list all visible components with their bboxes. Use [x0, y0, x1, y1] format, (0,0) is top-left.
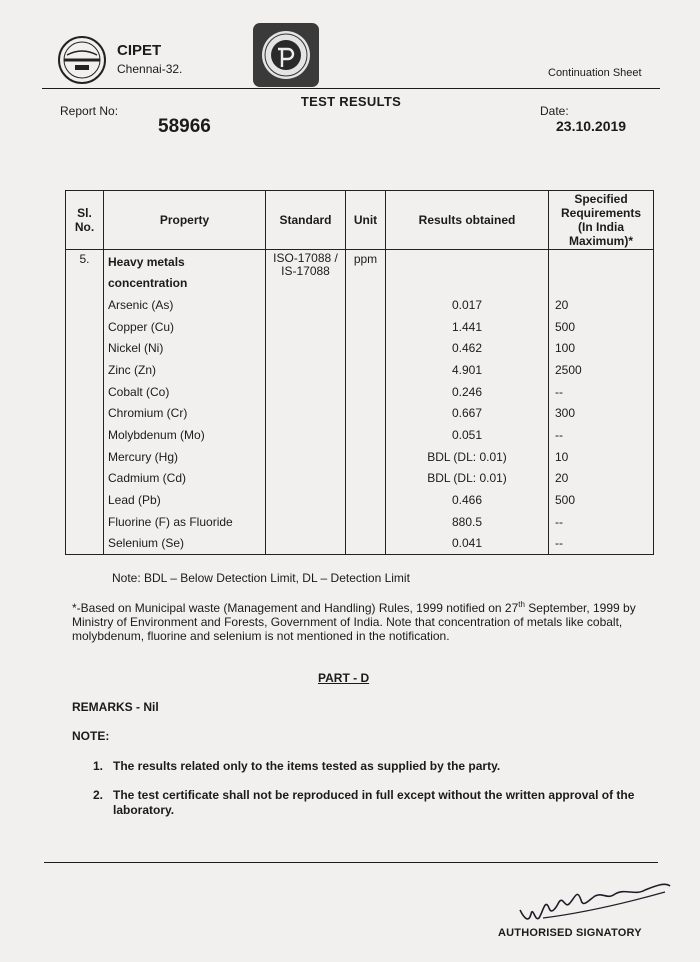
row-sl-empty — [66, 381, 104, 403]
row-sl-empty — [66, 402, 104, 424]
footnote-sup: th — [518, 600, 525, 609]
bdl-note: Note: BDL – Below Detection Limit, DL – Detection Limit — [112, 571, 410, 585]
row-sl-empty — [66, 337, 104, 359]
row-unit-empty — [346, 381, 386, 403]
table-row — [66, 468, 654, 490]
footer-divider — [44, 862, 658, 863]
row-standard-empty — [266, 359, 346, 381]
signature-icon — [515, 878, 675, 930]
row-standard-empty — [266, 489, 346, 511]
row-standard-empty — [266, 533, 346, 555]
row-result: 0.462 — [386, 337, 549, 359]
note-heading: NOTE: — [72, 729, 110, 743]
group-unit: ppm — [346, 250, 386, 295]
row-unit-empty — [346, 511, 386, 533]
table-row — [66, 489, 654, 511]
row-unit-empty — [346, 316, 386, 338]
row-property: Arsenic (As) — [104, 294, 266, 316]
row-property: Mercury (Hg) — [104, 446, 266, 468]
seal-stamp-icon — [252, 22, 320, 88]
row-spec: 10 — [549, 446, 654, 468]
row-spec: 500 — [549, 316, 654, 338]
row-sl-empty — [66, 468, 104, 490]
table-row — [66, 316, 654, 338]
table-row — [66, 337, 654, 359]
row-sl-empty — [66, 533, 104, 555]
row-sl-empty — [66, 424, 104, 446]
row-unit-empty — [346, 402, 386, 424]
row-standard-empty — [266, 316, 346, 338]
results-table — [65, 190, 654, 555]
row-property: Copper (Cu) — [104, 316, 266, 338]
row-result: 0.667 — [386, 402, 549, 424]
row-unit-empty — [346, 533, 386, 555]
col-header-standard: Standard — [266, 191, 346, 250]
remarks: REMARKS - Nil — [72, 700, 159, 714]
table-row — [66, 381, 654, 403]
row-standard-empty — [266, 446, 346, 468]
group-standard: ISO-17088 / IS-17088 — [266, 250, 346, 295]
row-spec: -- — [549, 381, 654, 403]
row-spec: 2500 — [549, 359, 654, 381]
row-sl-empty — [66, 511, 104, 533]
footnote-part-b: September, 1999 by Ministry of Environment and Forests, Government of India. Note that concentration of metals like cobalt, molybdenum, fluorine and selenium is not mentioned in the notification. — [72, 601, 636, 643]
note-item-text: The test certificate shall not be reproduced in full except without the written approval of the laboratory. — [113, 788, 635, 817]
table-row — [66, 511, 654, 533]
col-header-property: Property — [104, 191, 266, 250]
authorised-signatory-label: AUTHORISED SIGNATORY — [498, 927, 642, 939]
row-property: Lead (Pb) — [104, 489, 266, 511]
row-unit-empty — [346, 446, 386, 468]
row-standard-empty — [266, 468, 346, 490]
table-row — [66, 424, 654, 446]
row-result: 880.5 — [386, 511, 549, 533]
row-unit-empty — [346, 468, 386, 490]
row-result: BDL (DL: 0.01) — [386, 468, 549, 490]
page-title: TEST RESULTS — [300, 94, 402, 109]
row-result: 0.017 — [386, 294, 549, 316]
row-property: Selenium (Se) — [104, 533, 266, 555]
footnote — [72, 598, 662, 643]
report-no-label: Report No: — [60, 104, 119, 118]
report-number: 58966 — [158, 116, 211, 137]
row-spec: -- — [549, 533, 654, 555]
row-property: Nickel (Ni) — [104, 337, 266, 359]
row-spec: 20 — [549, 468, 654, 490]
row-unit-empty — [346, 424, 386, 446]
header-divider — [42, 88, 660, 89]
row-standard-empty — [266, 337, 346, 359]
row-sl-empty — [66, 446, 104, 468]
row-property: Cadmium (Cd) — [104, 468, 266, 490]
group-spec-empty — [549, 250, 654, 295]
note-item-number: 1. — [93, 759, 104, 773]
row-standard-empty — [266, 294, 346, 316]
row-result: 1.441 — [386, 316, 549, 338]
row-spec: 500 — [549, 489, 654, 511]
row-standard-empty — [266, 424, 346, 446]
org-name: CIPET — [117, 42, 162, 59]
table-group-row — [66, 250, 654, 295]
col-header-unit: Unit — [346, 191, 386, 250]
row-unit-empty — [346, 294, 386, 316]
report-date: 23.10.2019 — [556, 118, 627, 134]
row-sl-empty — [66, 316, 104, 338]
part-heading: PART - D — [318, 671, 370, 685]
row-property: Cobalt (Co) — [104, 381, 266, 403]
org-city: Chennai-32. — [117, 62, 183, 76]
row-unit-empty — [346, 359, 386, 381]
col-header-sl: Sl. No. — [66, 191, 104, 250]
row-standard-empty — [266, 381, 346, 403]
group-sl: 5. — [66, 250, 104, 295]
table-header-row — [66, 191, 654, 250]
row-result: 0.246 — [386, 381, 549, 403]
row-spec: 100 — [549, 337, 654, 359]
row-result: 0.051 — [386, 424, 549, 446]
table-row — [66, 294, 654, 316]
continuation-sheet-label: Continuation Sheet — [548, 67, 642, 79]
table-row — [66, 533, 654, 555]
col-header-results: Results obtained — [386, 191, 549, 250]
table-row — [66, 402, 654, 424]
row-result: 4.901 — [386, 359, 549, 381]
group-results-empty — [386, 250, 549, 295]
note-item — [93, 759, 653, 774]
row-standard-empty — [266, 402, 346, 424]
row-property: Fluorine (F) as Fluoride — [104, 511, 266, 533]
group-property: Heavy metals concentration — [104, 250, 266, 295]
row-property: Molybdenum (Mo) — [104, 424, 266, 446]
table-row — [66, 359, 654, 381]
footnote-part-a: *-Based on Municipal waste (Management and Handling) Rules, 1999 notified on 27 — [72, 601, 519, 615]
row-spec: -- — [549, 424, 654, 446]
row-property: Chromium (Cr) — [104, 402, 266, 424]
note-item — [93, 788, 653, 818]
row-result: 0.466 — [386, 489, 549, 511]
note-item-number: 2. — [93, 788, 104, 802]
row-property: Zinc (Zn) — [104, 359, 266, 381]
date-label: Date: — [540, 104, 569, 118]
row-spec: -- — [549, 511, 654, 533]
row-unit-empty — [346, 489, 386, 511]
row-standard-empty — [266, 511, 346, 533]
row-sl-empty — [66, 489, 104, 511]
note-item-text: The results related only to the items tested as supplied by the party. — [113, 759, 501, 773]
row-result: BDL (DL: 0.01) — [386, 446, 549, 468]
row-spec: 300 — [549, 402, 654, 424]
row-unit-empty — [346, 337, 386, 359]
row-result: 0.041 — [386, 533, 549, 555]
row-spec: 20 — [549, 294, 654, 316]
table-row — [66, 446, 654, 468]
cipet-logo-icon — [57, 35, 107, 85]
row-sl-empty — [66, 294, 104, 316]
row-sl-empty — [66, 359, 104, 381]
col-header-spec: Specified Requirements (In India Maximum)* — [549, 191, 654, 250]
